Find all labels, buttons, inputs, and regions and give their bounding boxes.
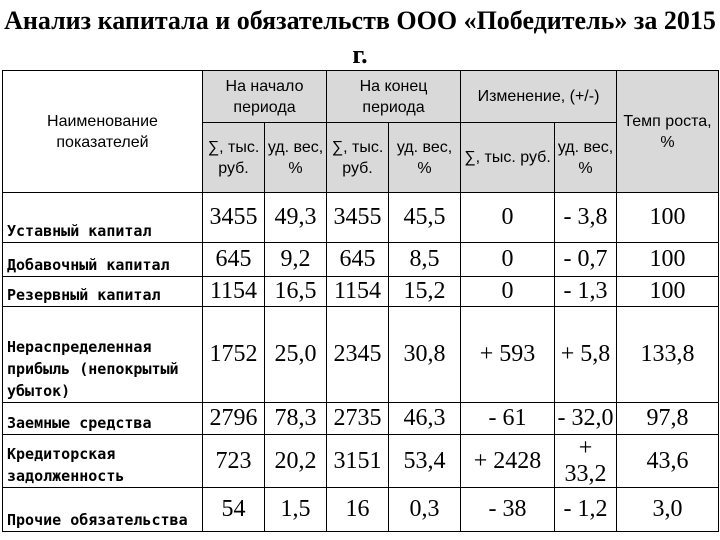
value-cell: 3455 — [327, 193, 389, 243]
value-cell: + 33,2 — [555, 435, 617, 488]
value-cell: 1154 — [203, 277, 265, 307]
value-cell: 53,4 — [389, 435, 461, 488]
value-cell: 0 — [461, 277, 555, 307]
header-change: Изменение, (+/-) — [461, 71, 617, 123]
row-label: Уставный капитал — [3, 193, 203, 243]
row-label: Кредиторская задолженность — [3, 435, 203, 488]
value-cell: + 593 — [461, 307, 555, 403]
value-cell: 100 — [617, 243, 719, 277]
value-cell: 100 — [617, 193, 719, 243]
page-title: Анализ капитала и обязательств ООО «Победитель» за 2015 г. — [4, 6, 716, 69]
value-cell: 20,2 — [265, 435, 327, 488]
header-share-end: уд. вес, % — [389, 123, 461, 193]
value-cell: - 1,2 — [555, 488, 617, 532]
value-cell: 15,2 — [389, 277, 461, 307]
table-row — [3, 277, 719, 307]
value-cell: 645 — [327, 243, 389, 277]
table-row — [3, 435, 719, 488]
value-cell: - 3,8 — [555, 193, 617, 243]
value-cell: 3151 — [327, 435, 389, 488]
value-cell: 16 — [327, 488, 389, 532]
value-cell: 45,5 — [389, 193, 461, 243]
table-row — [3, 488, 719, 532]
table-row — [3, 403, 719, 435]
value-cell: 723 — [203, 435, 265, 488]
value-cell: + 5,8 — [555, 307, 617, 403]
header-sum-end: ∑, тыс. руб. — [327, 123, 389, 193]
value-cell: 100 — [617, 277, 719, 307]
value-cell: 97,8 — [617, 403, 719, 435]
value-cell: 1752 — [203, 307, 265, 403]
value-cell: 2345 — [327, 307, 389, 403]
header-sum-change: ∑, тыс. руб. — [461, 123, 555, 193]
value-cell: - 61 — [461, 403, 555, 435]
header-name: Наименование показателей — [3, 71, 203, 193]
value-cell: 0 — [461, 243, 555, 277]
row-label: Добавочный капитал — [3, 243, 203, 277]
value-cell: 3,0 — [617, 488, 719, 532]
header-end: На конец периода — [327, 71, 461, 123]
header-share-change: уд. вес, % — [555, 123, 617, 193]
capital-analysis-table — [2, 70, 719, 532]
value-cell: 2796 — [203, 403, 265, 435]
table-row — [3, 307, 719, 403]
value-cell: 16,5 — [265, 277, 327, 307]
table-row — [3, 243, 719, 277]
value-cell: + 2428 — [461, 435, 555, 488]
header-start: На начало периода — [203, 71, 327, 123]
value-cell: 46,3 — [389, 403, 461, 435]
header-rate: Темп роста, % — [617, 71, 719, 193]
value-cell: - 1,3 — [555, 277, 617, 307]
value-cell: 2735 — [327, 403, 389, 435]
header-sum-start: ∑, тыс. руб. — [203, 123, 265, 193]
row-label: Нераспределенная прибыль (непокрытый убыток) — [3, 307, 203, 403]
row-label: Резервный капитал — [3, 277, 203, 307]
value-cell: - 0,7 — [555, 243, 617, 277]
value-cell: 54 — [203, 488, 265, 532]
value-cell: 1154 — [327, 277, 389, 307]
value-cell: - 38 — [461, 488, 555, 532]
row-label: Прочие обязательства — [3, 488, 203, 532]
value-cell: 133,8 — [617, 307, 719, 403]
value-cell: 25,0 — [265, 307, 327, 403]
value-cell: 645 — [203, 243, 265, 277]
value-cell: 1,5 — [265, 488, 327, 532]
value-cell: 0 — [461, 193, 555, 243]
row-label: Заемные средства — [3, 403, 203, 435]
value-cell: 43,6 — [617, 435, 719, 488]
value-cell: 8,5 — [389, 243, 461, 277]
value-cell: - 32,0 — [555, 403, 617, 435]
value-cell: 30,8 — [389, 307, 461, 403]
value-cell: 9,2 — [265, 243, 327, 277]
value-cell: 3455 — [203, 193, 265, 243]
value-cell: 78,3 — [265, 403, 327, 435]
value-cell: 0,3 — [389, 488, 461, 532]
value-cell: 49,3 — [265, 193, 327, 243]
table-row — [3, 193, 719, 243]
header-share-start: уд. вес, % — [265, 123, 327, 193]
